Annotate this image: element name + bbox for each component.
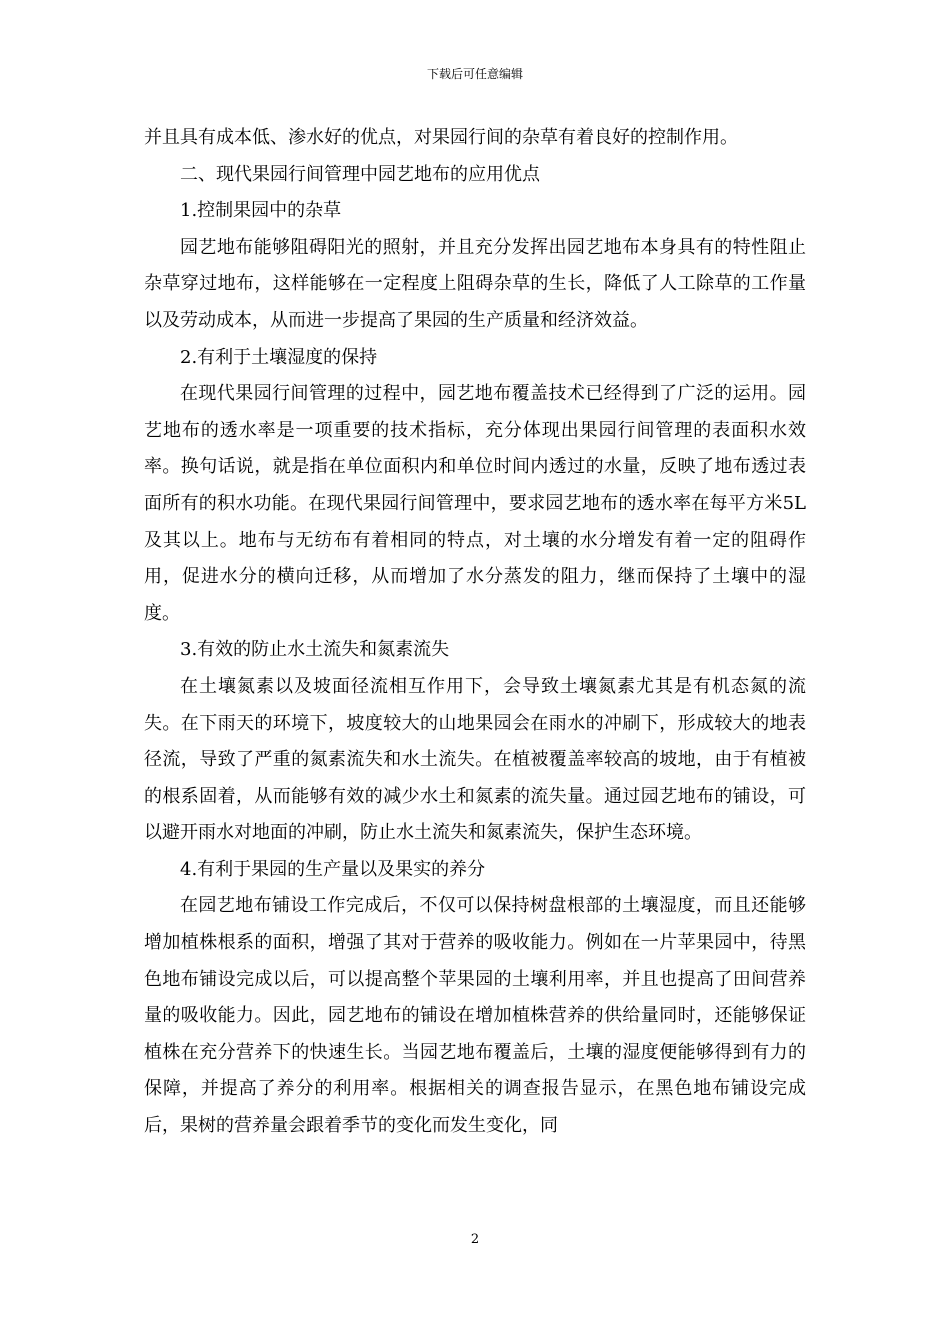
- subsection-heading-3: 3.有效的防止水土流失和氮素流失: [180, 639, 450, 661]
- page-number: 2: [470, 1232, 480, 1247]
- subsection-heading-4: 4.有利于果园的生产量以及果实的养分: [180, 858, 486, 880]
- document-body: [144, 120, 806, 1145]
- paragraph-soil-moisture: 在现代果园行间管理的过程中，园艺地布覆盖技术已经得到了广泛的运用。园艺地布的透水率是一项重要的技术指标，充分体现出果园行间管理的表面积水效率。换句话说，就是指在单位面积内和单位时间内透过的水量，反映了地布透过表面所有的积水功能。在现代果园行间管理中，要求园艺地布的透水率在每平方米5L及其以上。地布与无纺布有着相同的特点，对土壤的水分增发有着一定的阻碍作用，促进水分的横向迁移，从而增加了水分蒸发的阻力，继而保持了土壤中的湿度。: [144, 383, 806, 624]
- paragraph-weed-control: 园艺地布能够阻碍阳光的照射，并且充分发挥出园艺地布本身具有的特性阻止杂草穿过地布，这样能够在一定程度上阻碍杂草的生长，降低了人工除草的工作量以及劳动成本，从而进一步提高了果园的生产质量和经济效益。: [144, 236, 806, 331]
- page-header: 下载后可任意编辑: [426, 67, 523, 81]
- section-heading: 二、现代果园行间管理中园艺地布的应用优点: [180, 163, 540, 185]
- paragraph-yield-nutrients: 在园艺地布铺设工作完成后，不仅可以保持树盘根部的土壤湿度，而且还能够增加植株根系的面积，增强了其对于营养的吸收能力。例如在一片苹果园中，待黑色地布铺设完成以后，可以提高整个苹果园的土壤利用率，并且也提高了田间营养量的吸收能力。因此，园艺地布的铺设在增加植株营养的供给量同时，还能够保证植株在充分营养下的快速生长。当园艺地布覆盖后，土壤的湿度便能够得到有力的保障，并提高了养分的利用率。根据相关的调查报告显示，在黑色地布铺设完成后，果树的营养量会跟着季节的变化而发生变化，同: [144, 895, 806, 1137]
- subsection-heading-1: 1.控制果园中的杂草: [180, 200, 342, 222]
- paragraph-erosion: 在土壤氮素以及坡面径流相互作用下，会导致土壤氮素尤其是有机态氮的流失。在下雨天的环境下，坡度较大的山地果园会在雨水的冲刷下，形成较大的地表径流，导致了严重的氮素流失和水土流失。在植被覆盖率较高的坡地，由于有植被的根系固着，从而能够有效的减少水土和氮素的流失量。通过园艺地布的铺设，可以避开雨水对地面的冲刷，防止水土流失和氮素流失，保护生态环境。: [144, 675, 806, 844]
- subsection-heading-2: 2.有利于土壤湿度的保持: [180, 346, 378, 368]
- paragraph-continued: 并且具有成本低、渗水好的优点，对果园行间的杂草有着良好的控制作用。: [144, 127, 738, 148]
